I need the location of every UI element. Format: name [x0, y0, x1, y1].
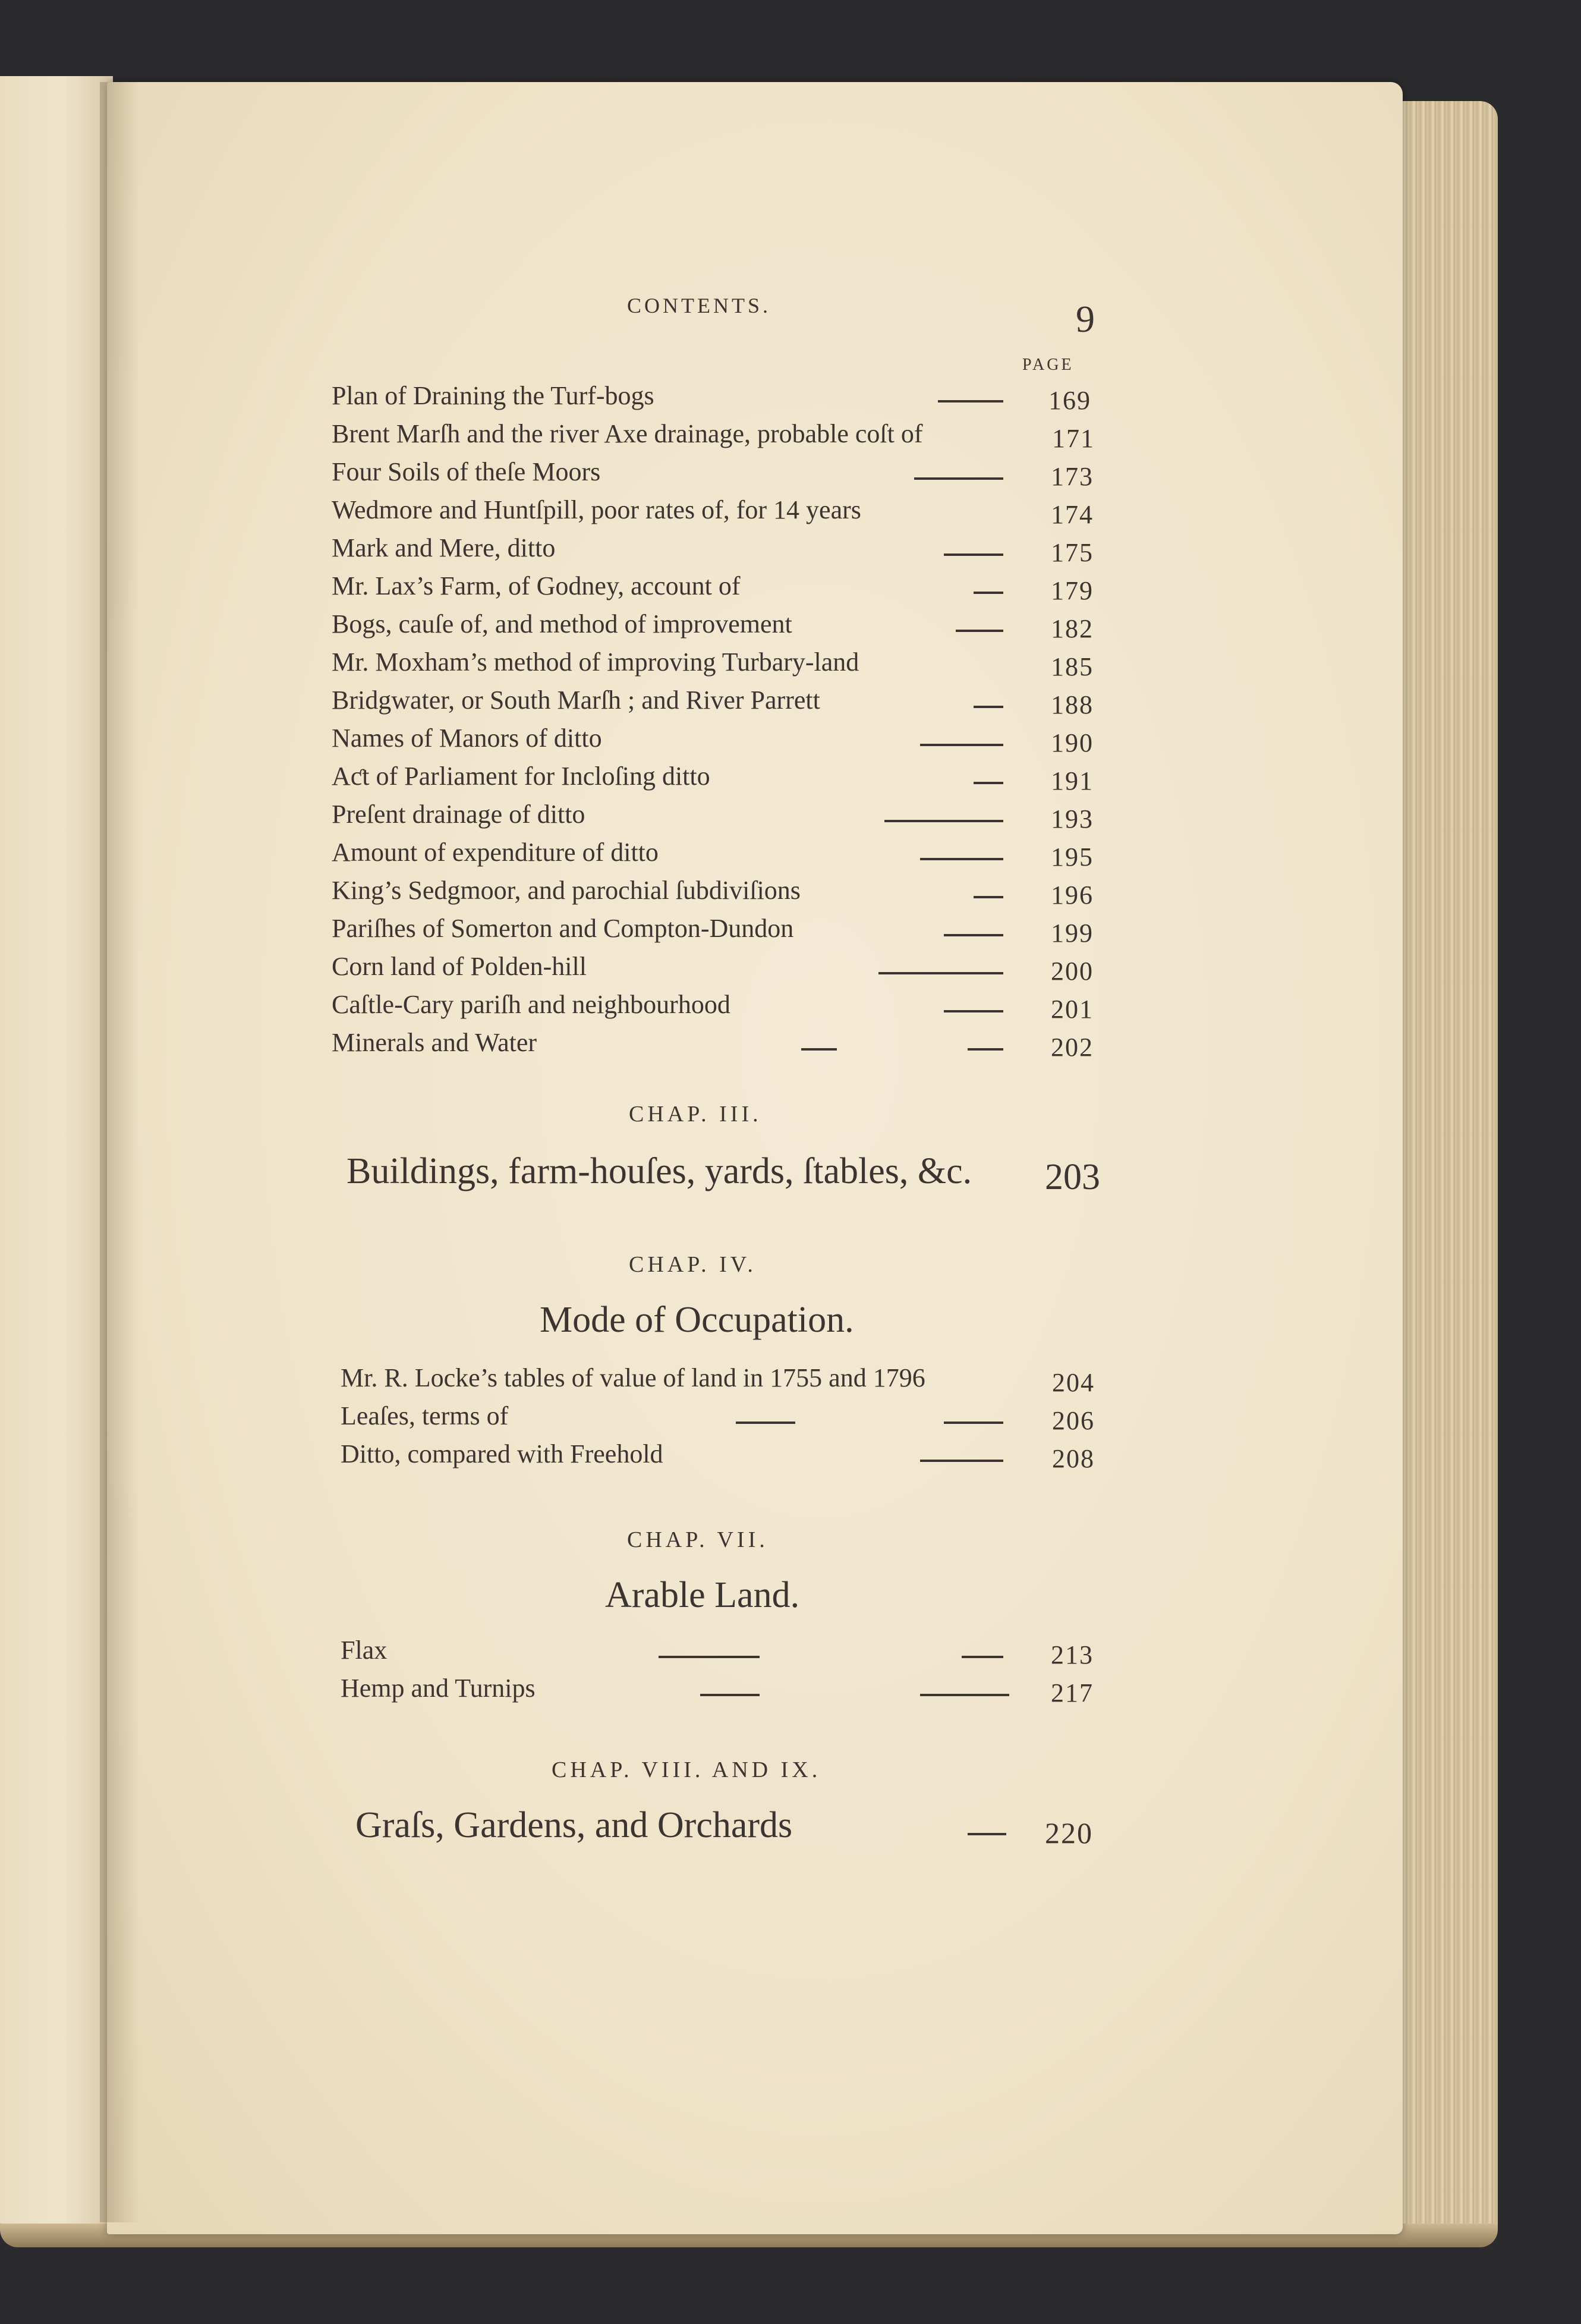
- chapter-heading: CHAP. VII.: [627, 1527, 769, 1552]
- leader-dash: [944, 554, 1003, 556]
- entry-page-number: 191: [1051, 766, 1094, 795]
- leader-dash: [659, 1656, 760, 1658]
- entry-page-number: 171: [1052, 424, 1095, 453]
- leader-dash: [736, 1422, 795, 1424]
- contents-entry: Plan of Draining the Turf-bogs: [332, 381, 654, 410]
- contents-entry: Bogs, cauſe of, and method of improvement: [332, 609, 792, 639]
- contents-entry: Mr. Lax’s Farm, of Godney, account of: [332, 571, 741, 600]
- entry-page-number: 193: [1051, 804, 1094, 834]
- contents-entry: Brent Marſh and the river Axe drainage, probable coſt of: [332, 419, 923, 448]
- running-title: CONTENTS.: [627, 294, 771, 317]
- contents-entry: Names of Manors of ditto: [332, 724, 602, 753]
- contents-entry: Minerals and Water: [332, 1028, 537, 1057]
- leader-dash: [801, 1048, 837, 1051]
- contents-entry: Wedmore and Huntſpill, poor rates of, for 14 years: [332, 495, 861, 524]
- contents-entry: Bridgwater, or South Marſh ; and River Parrett: [332, 685, 820, 715]
- chapter-heading: CHAP. VIII. AND IX.: [552, 1757, 821, 1782]
- chapter-title: Graſs, Gardens, and Orchards: [355, 1805, 793, 1845]
- leader-dash: [968, 1833, 1006, 1835]
- contents-entry: Corn land of Polden-hill: [332, 952, 587, 981]
- leader-dash: [914, 477, 1003, 480]
- leader-dash: [956, 630, 1003, 632]
- entry-page-number: 206: [1052, 1406, 1095, 1435]
- chapter-title: Mode of Occupation.: [540, 1300, 854, 1340]
- entry-page-number: 182: [1051, 614, 1094, 643]
- chapter-heading: CHAP. III.: [629, 1102, 762, 1127]
- leader-dash: [884, 820, 1003, 822]
- contents-entry: Aƈt of Parliament for Incloſing ditto: [332, 762, 710, 791]
- entry-page-number: 175: [1051, 538, 1094, 567]
- entry-page-number: 202: [1051, 1033, 1094, 1062]
- leader-dash: [920, 1460, 1003, 1462]
- leader-dash: [938, 400, 1003, 402]
- page-column-caption: PAGE: [1022, 356, 1074, 374]
- contents-entry: King’s Sedgmoor, and parochial ſubdiviſions: [332, 876, 801, 905]
- leader-dash: [944, 1010, 1003, 1012]
- chapter-title: Buildings, farm-houſes, yards, ſtables, &c.: [347, 1151, 972, 1191]
- entry-page-number: 200: [1051, 957, 1094, 986]
- entry-page-number: 174: [1051, 500, 1094, 529]
- contents-entry: Amount of expenditure of ditto: [332, 838, 659, 867]
- contents-entry: Flax: [341, 1636, 388, 1665]
- contents-entry: Ditto, compared with Freehold: [341, 1439, 663, 1468]
- entry-page-number: 204: [1052, 1368, 1095, 1397]
- contents-entry: Hemp and Turnips: [341, 1674, 536, 1703]
- leader-dash: [920, 744, 1003, 746]
- contents-entry: Leaſes, terms of: [341, 1401, 509, 1430]
- entry-page-number: 188: [1051, 690, 1094, 719]
- contents-entry: Mark and Mere, ditto: [332, 533, 556, 562]
- entry-page-number: 195: [1051, 842, 1094, 872]
- leader-dash: [944, 934, 1003, 936]
- chapter-page-number: 203: [1045, 1157, 1100, 1197]
- contents-entry: Pariſhes of Somerton and Compton-Dundon: [332, 914, 794, 943]
- leader-dash: [974, 896, 1003, 898]
- entry-page-number: 173: [1051, 462, 1094, 491]
- chapter-heading: CHAP. IV.: [629, 1252, 757, 1277]
- leader-dash: [878, 972, 1003, 974]
- entry-page-number: 208: [1052, 1444, 1095, 1473]
- entry-page-number: 199: [1051, 919, 1094, 948]
- entry-page-number: 185: [1051, 652, 1094, 681]
- leader-dash: [974, 592, 1003, 594]
- contents-entry: Four Soils of theſe Moors: [332, 457, 601, 486]
- leader-dash: [920, 858, 1003, 860]
- leader-dash: [700, 1694, 760, 1696]
- entry-page-number: 190: [1051, 728, 1094, 757]
- facing-page-edge: [0, 76, 113, 2228]
- leader-dash: [962, 1656, 1003, 1658]
- chapter-title: Arable Land.: [605, 1575, 800, 1615]
- page-number: 9: [1076, 298, 1095, 340]
- entry-page-number: 213: [1051, 1640, 1094, 1669]
- contents-entry: Mr. Moxham’s method of improving Turbary-land: [332, 647, 859, 677]
- entry-page-number: 196: [1051, 880, 1094, 910]
- entry-page-number: 201: [1051, 995, 1094, 1024]
- contents-entry: Preſent drainage of ditto: [332, 800, 585, 829]
- leader-dash: [974, 706, 1003, 708]
- contents-entry: Mr. R. Locke’s tables of value of land in 1755 and 1796: [341, 1363, 925, 1392]
- entry-page-number: 217: [1051, 1678, 1094, 1707]
- leader-dash: [974, 782, 1003, 784]
- entry-page-number: 169: [1048, 386, 1091, 415]
- leader-dash: [920, 1694, 1009, 1696]
- leader-dash: [968, 1048, 1003, 1051]
- chapter-page-number: 220: [1045, 1816, 1093, 1850]
- book-gutter: [100, 82, 165, 2222]
- entry-page-number: 179: [1051, 576, 1094, 605]
- leader-dash: [944, 1422, 1003, 1424]
- contents-entry: Caſtle-Cary pariſh and neighbourhood: [332, 990, 730, 1019]
